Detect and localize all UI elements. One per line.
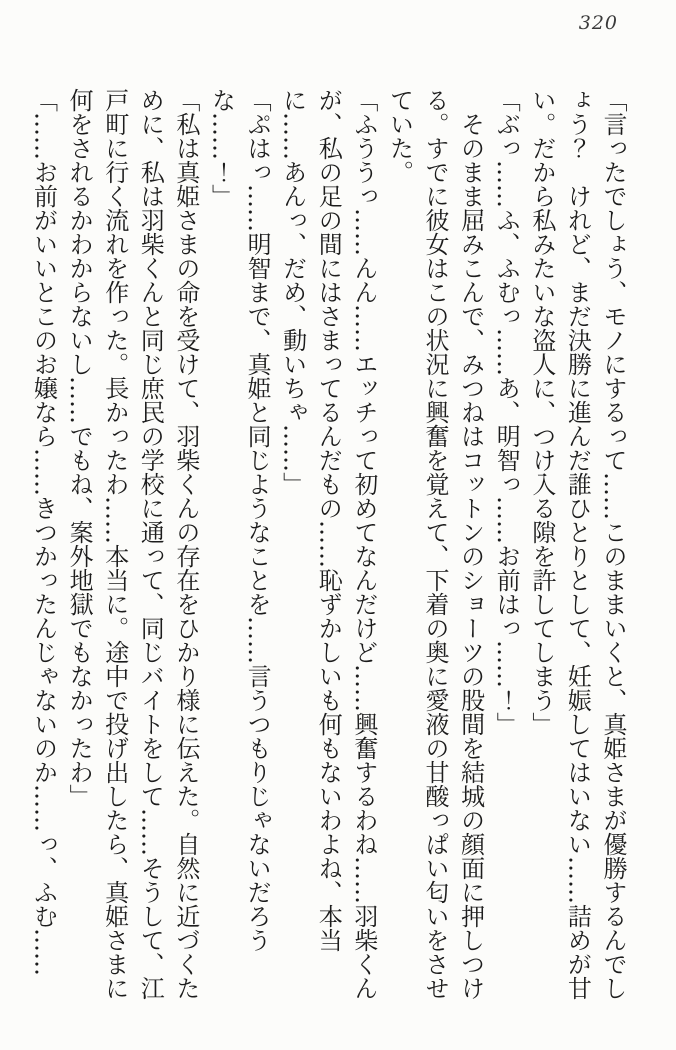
- paragraph-narration-1: そのまま屈みこんで、みつねはコットンのショーツの股間を結城の顔面に押しつける。すでに彼女はこの状況に興奮を覚えて、下着の奥に愛液の甘酸っぱい匂いをさせていた。: [385, 88, 485, 1000]
- paragraph-dialogue-4: 「ぷはっ……明智まで、真姫と同じようなことを……言うつもりじゃないだろうな……！」: [207, 88, 272, 952]
- paragraph-dialogue-6: 「……お前がいいとこのお嬢なら……きつかったんじゃないのか……っ、ふむ……: [29, 88, 58, 976]
- paragraph-dialogue-5: 「私は真姫さまの命を受けて、羽柴くんの存在をひかり様に伝えた。自然に近づくために、私は羽柴くんと同じ庶民の学校に通って、同じバイトをして……そうして、江戸町に行く流れを作った。長かったわ……本当に。途中で投げ出したら、真姫さまに何をされるかわからないし……でもね、案外地獄でもなかったわ」: [65, 88, 200, 1000]
- page-number: 320: [578, 12, 618, 34]
- novel-text-area: [24, 88, 630, 1008]
- paragraph-dialogue-2: 「ぶっ……ふ、ふむっ……あ、明智っ……お前はっ……！」: [492, 88, 521, 736]
- paragraph-dialogue-3: 「ふううっ……んん……エッチって初めてなんだけど……興奮するわね……羽柴くんが、私の足の間にはさまってるんだもの……恥ずかしいも何もないわよね、本当に……あんっ、だめ、動いちゃ……」: [278, 88, 378, 1000]
- paragraph-dialogue-1: 「言ったでしょう、モノにするって……このままいくと、真姫さまが優勝するんでしょう？ けれど、まだ決勝に進んだ誰ひとりとして、妊娠してはいない……詰めが甘い。だから私みたいな盗人に、つけ入る隙を許してしまう」: [527, 88, 627, 1000]
